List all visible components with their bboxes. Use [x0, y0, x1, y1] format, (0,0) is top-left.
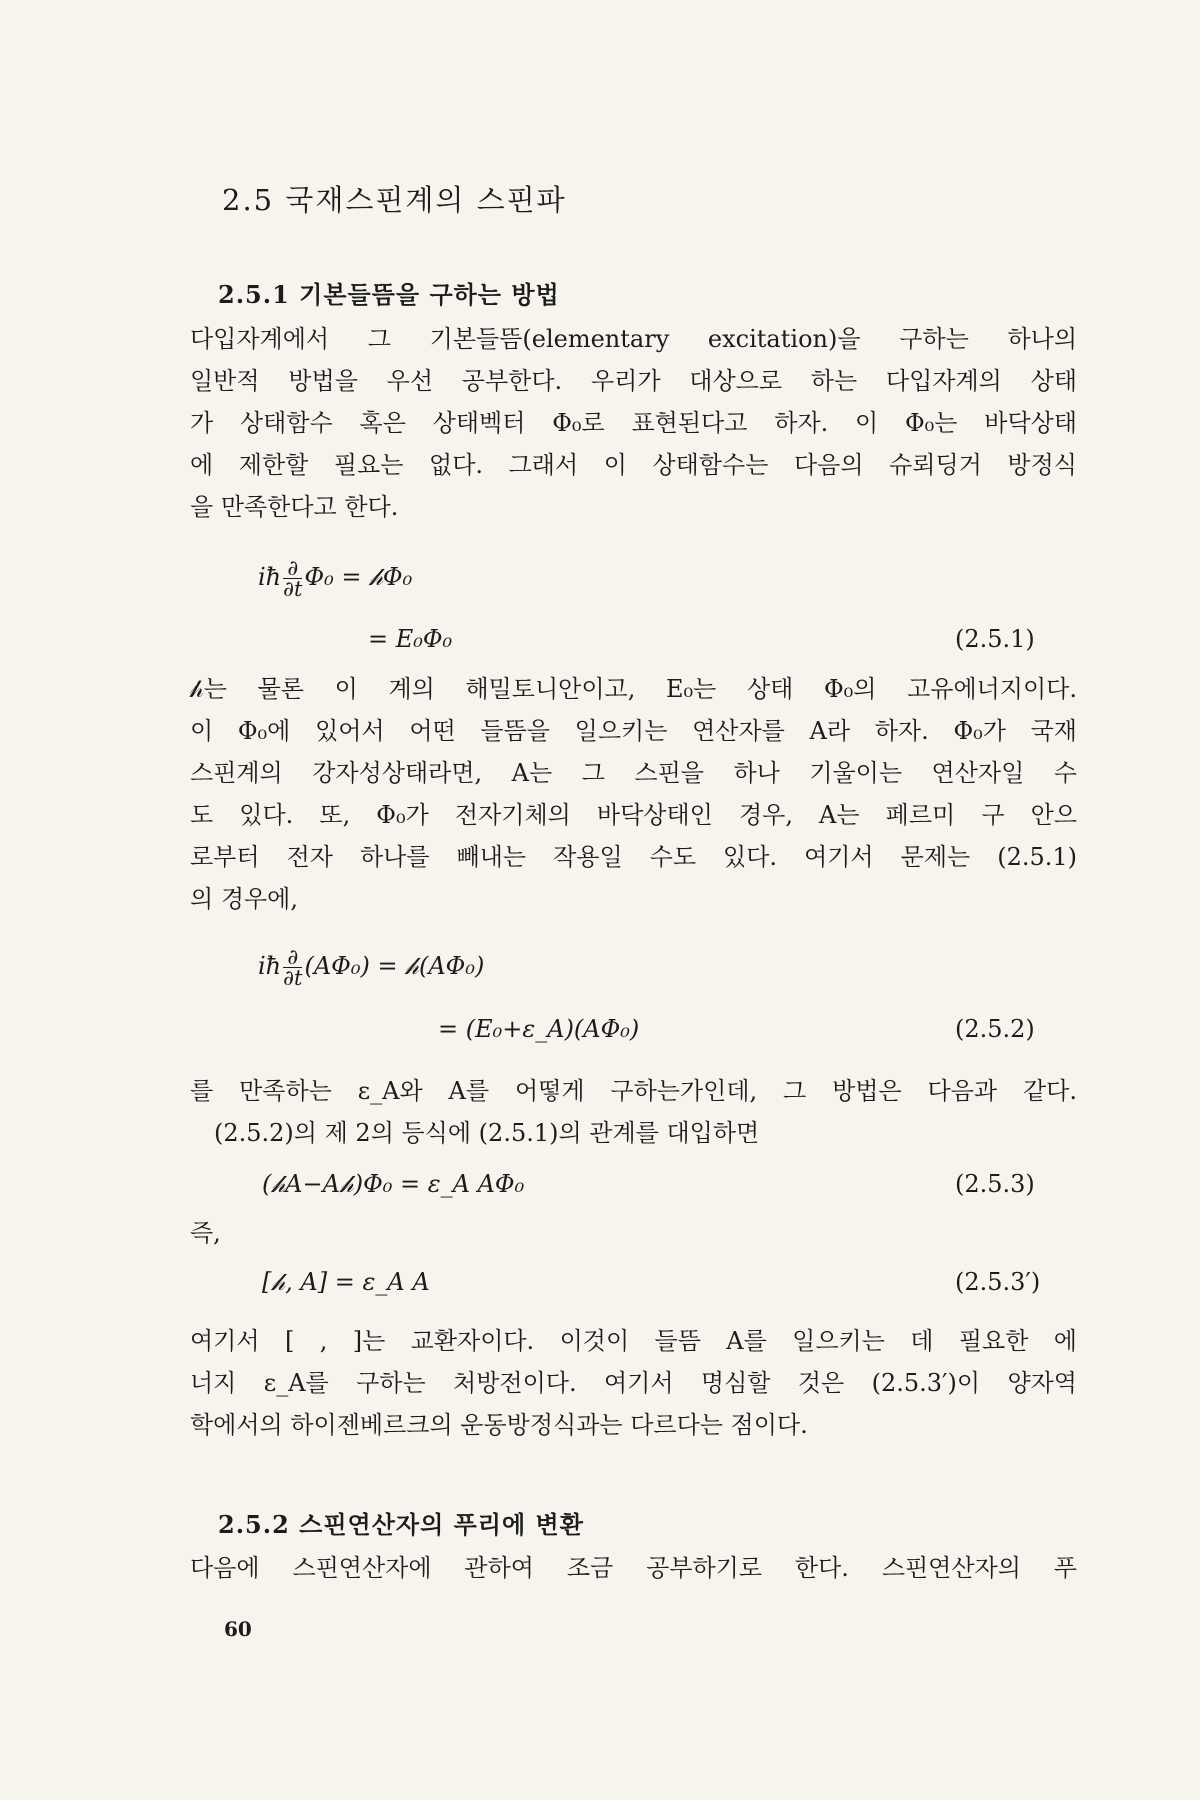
- equation-2-5-1-line-1: [258, 558, 412, 599]
- text-line: 의 경우에,: [190, 885, 298, 913]
- eq-rhs: (AΦ₀) = 𝒽(AΦ₀): [304, 952, 485, 980]
- eq-prefix: iħ: [258, 563, 282, 591]
- partial-derivative-fraction: [283, 558, 302, 599]
- equation-2-5-2-line-1: [258, 947, 484, 988]
- text-line: 𝒽는 물론 이 계의 해밀토니안이고, E₀는 상태 Φ₀의 고유에너지이다.: [190, 675, 1077, 703]
- frac-numerator: ∂: [283, 947, 302, 968]
- equation-number: (2.5.1): [955, 625, 1035, 653]
- text-line: 스핀계의 강자성상태라면, A는 그 스핀을 하나 기울이는 연산자일 수: [190, 759, 1077, 787]
- equation-number: (2.5.2): [955, 1015, 1035, 1043]
- text-line: 학에서의 하이젠베르크의 운동방정식과는 다르다는 점이다.: [190, 1411, 808, 1439]
- text-line: 가 상태함수 혹은 상태벡터 Φ₀로 표현된다고 하자. 이 Φ₀는 바닥상태: [190, 409, 1077, 437]
- text-line: 일반적 방법을 우선 공부한다. 우리가 대상으로 하는 다입자계의 상태: [190, 367, 1077, 395]
- page-number: 60: [224, 1617, 252, 1641]
- subsection-title: 2.5.2 스핀연산자의 푸리에 변환: [218, 1510, 584, 1539]
- text-line: 이 Φ₀에 있어서 어떤 들뜸을 일으키는 연산자를 A라 하자. Φ₀가 국재: [190, 717, 1077, 745]
- text-line: 를 만족하는 ε_A와 A를 어떻게 구하는가인데, 그 방법은 다음과 같다.: [190, 1077, 1077, 1105]
- paragraph-spin-operator: [190, 1547, 1077, 1589]
- frac-denominator: ∂t: [283, 577, 303, 601]
- equation-2-5-3: (𝒽A−A𝒽)Φ₀ = ε_A AΦ₀: [262, 1170, 525, 1198]
- text-line: (2.5.2)의 제 2의 등식에 (2.5.1)의 관계를 대입하면: [214, 1119, 760, 1147]
- section-title: 2.5 국재스핀계의 스핀파: [222, 183, 567, 217]
- equation-number: (2.5.3): [955, 1170, 1035, 1198]
- paragraph-hamiltonian: [190, 668, 1077, 920]
- text-line: 즉,: [190, 1219, 221, 1247]
- paragraph-intro: [190, 318, 1077, 528]
- eq-prefix: iħ: [258, 952, 282, 980]
- equation-2-5-3-prime: [𝒽, A] = ε_A A: [262, 1268, 430, 1296]
- frac-numerator: ∂: [283, 558, 302, 579]
- text-line: 도 있다. 또, Φ₀가 전자기체의 바닥상태인 경우, A는 페르미 구 안으: [190, 801, 1077, 829]
- partial-derivative-fraction: [283, 947, 302, 988]
- subsection-title: 2.5.1 기본들뜸을 구하는 방법: [218, 280, 560, 309]
- text-line: 다음에 스핀연산자에 관하여 조금 공부하기로 한다. 스핀연산자의 푸: [190, 1554, 1077, 1582]
- paragraph-method: [190, 1070, 1077, 1154]
- paragraph-commutator: [190, 1320, 1077, 1446]
- text-line: 에 제한할 필요는 없다. 그래서 이 상태함수는 다음의 슈뢰딩거 방정식: [190, 451, 1077, 479]
- equation-number: (2.5.3′): [955, 1268, 1041, 1296]
- equation-2-5-2-line-2: = (E₀+ε_A)(AΦ₀): [438, 1015, 640, 1043]
- text-line: 다입자계에서 그 기본들뜸(elementary excitation)을 구하는 하나의: [190, 325, 1077, 353]
- text-line: 로부터 전자 하나를 빼내는 작용일 수도 있다. 여기서 문제는 (2.5.1): [190, 843, 1077, 871]
- eq-rhs: Φ₀ = 𝒽Φ₀: [304, 563, 413, 591]
- text-line: 여기서 [ , ]는 교환자이다. 이것이 들뜸 A를 일으키는 데 필요한 에: [190, 1327, 1077, 1355]
- text-line: 너지 ε_A를 구하는 처방전이다. 여기서 명심할 것은 (2.5.3′)이 양자역: [190, 1369, 1077, 1397]
- text-line: 을 만족한다고 한다.: [190, 493, 399, 521]
- frac-denominator: ∂t: [283, 966, 303, 990]
- paragraph-jeuk: [190, 1212, 1077, 1254]
- equation-2-5-1-line-2: = E₀Φ₀: [368, 625, 453, 653]
